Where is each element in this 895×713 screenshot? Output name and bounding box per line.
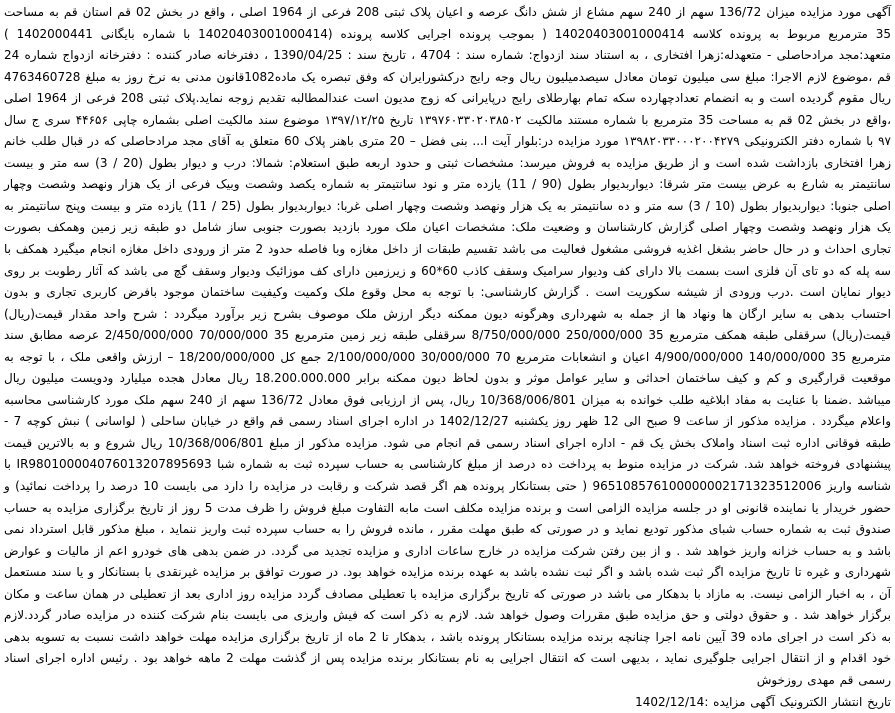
notice-publish-date: تاریخ انتشار الکترونیک آگهی مزایده :1402/12/14 (4, 692, 891, 713)
auction-notice (4, 2, 891, 609)
notice-body: آگهی مورد مزایده میزان 136/72 سهم از 240 سهم مشاع از شش دانگ عرصه و اعیان پلاک ثبتی 208 فرعی از 1964 اصلی ، واقع در بخش 02 قم استان قم به مساحت 35 مترمربع مربوط به پرونده کلاسه 14020403001000414 ( بموجب پرونده اجرایی کلاسه پرونده (14020403001000414 با شماره بایگانی 1402000441 ) متعهد:مجد مرادحاصلی - متعهدله:زهرا افتخاری ، به استناد سند ازدواج: شماره سند : 4704 ، تاریخ سند : 1390/04/25 ، دفترخانه صادر کننده : دفترخانه ازدواج شماره 24 قم ،موضوع لازم الاجرا: مبلغ سی میلیون تومان معادل سیصدمیلیون ریال وجه رایج درکشورایران که وفق تبصره یک ماده1082قانون مدنی به نرخ روز به مبلغ 4763460728 ریال مقوم گردیده است و به انضمام تعدادچهارده سکه تمام بهارطلای رایج درپایرانی که زوج مدیون است عندالمطالبه تقدیم زوجه نماید.پلاک ثبتی 208 فرعی از 1964 اصلی ،واقع در بخش 02 قم به مساحت 35 مترمربع با شماره مستند مالکیت ۱۳۹۷۶۰۳۳۰۲۰۳۸۵۰۲ تاریخ ۱۳۹۷/۱۲/۲۵ موضوع سند مالکیت اصلی بشماره چاپی ۴۴۶۵۶ سری ج سال ۹۷ با شماره دفتر الکترونیکی ۱۳۹۸۲۰۳۳۰۰۰۲۰۰۴۲۷۹ مورد مزایده در:بلوار آیت ا... بنی فضل – 20 متری باهنر پلاک 60 متعلق به آقای مجد مرادحاصلی که در قبال طلب خانم زهرا افتخاری بازداشت شده است و از طریق مزایده به فروش میرسد: مشخصات ثبتی و حدود اربعه طبق استعلام: شمالا: درب و دیوار بطول (20 / 3) سه متر و بیست سانتیمتر به شارع به عرض بیست متر شرقا: دیواربدیوار بطول (90 / 11) یازده متر و نود سانتیمتر به شماره یکصد وشصت وبیک فرعی از یک هزار ونهصد وشصت وچهار اصلی جنوبا: دیواربدیوار بطول (10 / 3) سه متر و ده سانتیمتر به یک هزار ونهصد وشصت وچهار اصلی غربا: دیواربدیوار بطول (25 / 11) یازده متر و بیست وپنج سانتیمتر به یک هزار ونهصد وشصت وچهار اصلی گزارش کارشناسان و وضعیت ملک: مشخصات اعیان ملک مورد بازدید بصورت جنوبی ساز شامل دو طبقه زیر زمین وهمکف بصورت تجاری احداث و در حال حاضر بشغل اغذیه فروشی مشغول فعالیت می باشد تقسیم طبقات از داخل مغازه وبا فاصله حدود 2 متر از ورودی داخل مغازه انجام میگیرد همکف با سه پله که دو تای آن فلزی است بسمت بالا دارای کف ودیوار سرامیک وسقف کاذب 60*60 و زیرزمین دارای کف موزائیک ودیوار وسقف گچ می باشد که آثار رطوبت بر روی دیوار نمایان است .درب ورودی از شیشه سکوریت است . گزارش کارشناسی: با توجه به محل وقوع ملک وکمیت وکیفیت ساختمان موجود بافرض کاربری تجاری و بدون احتساب بدهی به سایر ارگان ها ونهاد ها از جمله به شهرداری وهرگونه دیون ممکنه دیگر ارزش ملک موصوف بشرح زیر برآورد میگردد : شرح واحد مقدار قیمت(ریال) قیمت(ریال) سرقفلی طبقه همکف مترمربع 35 250/000/000 8/750/000/000 سرقفلی طبقه زیر زمین مترمربع 35 70/000/000 2/450/000/000 عرصه مطابق سند مترمربع 35 140/000/000 4/900/000/000 اعیان و انشعابات مترمربع 70 30/000/000 2/100/000/000 جمع کل 18/200/000/000 – ارزش واقعی ملک ، با توجه به موقعیت قرارگیری و کم و کیف ساختمان احداثی و سایر عوامل موثر و بدون لحاظ دیون ممکنه برابر 18.200.000.000 ریال معادل هجده میلیارد ودویست میلیون ریال میباشد .ضمنا با عنایت به مفاد ابلاغیه طلب خوانده به میزان 10/368/006/801 ریال، پس از ارزیابی فوق معادل 136/72 سهم از 240 سهم ملک مورد کارشناسی محاسبه واعلام میگردد . مزایده مذکور از ساعت 9 صبح الی 12 ظهر روز یکشنبه 1402/12/27 در اداره اجرای اسناد رسمی قم واقع در خیابان ساحلی ( لواسانی ) نبش کوچه 7 - طبقه فوقانی اداره ثبت اسناد واملاک بخش یک قم - اداره اجرای اسناد رسمی قم انجام می شود. مزایده مذکور از مبلغ 10/368/006/801 ریال شروع و به بالاترین قیمت پیشنهادی فروخته خواهد شد. شرکت در مزایده منوط به پرداخت ده درصد از مبلغ کارشناسی به حساب سپرده ثبت به شماره شبا IR980100004076013207895693 با شناسه واریز 965108576100000002171323512006 ( حتی بستانکار پرونده هم اگر قصد شرکت و رقابت در مزایده را دارد می بایست 10 درصد را پرداخت نمائید) و حضور خریدار یا نماینده قانونی او در جلسه مزایده الزامی است و برنده مزایده مکلف است مابه التفاوت مبلغ فروش را ظرف مدت 5 روز از تاریخ برگزاری مزایده به حساب صندوق ثبت به شماره حساب شبای مذکور تودیع نماید و در صورتی که طبق مهلت مقرر ، مانده فروش را به حساب سپرده ثبت واریز ننماید ، مبلغ مذکور قابل استرداد نمی باشد و به حساب خزانه واریز خواهد شد . و از بین رفتن شرکت مزایده در خارج ساعات اداری و مزایده تجدید می گردد. در ضمن بدهی های خودرو اعم از مالیات و عوارض شهرداری و غیره تا تاریخ مزایده اگر ثبت شده باشد و اگر ثبت نشده باشد به عهده برنده مزایده خواهد بود. در صورت توافق بر مزایده غیرنقدی با بستانکار و یا سند مستعمل آن ، به اخبار الزامی نیست. به مازاد با بدهکار می باشد در صورتی که تاریخ برگزاری مزایده با تعطیلی مصادف گردد مزایده روز اداری بعد از تعطیلی در همان ساعت و مکان برگزار خواهد شد . و حقوق دولتی و حق مزایده طبق مقررات وصول خواهد شد. لازم به ذکر است که فیش واریزی می بایست بنام شرکت کننده در مزایده صادر گردد.لازم به ذکر است در اجرای ماده 39 آیین نامه اجرا چنانچه برنده مزایده بستانکار پرونده باشد ، بدهکار تا 2 ماه از تاریخ برگزاری مزایده مهلت خواهد داشت نسبت به تسویه بدهی خود اقدام و از انتقال اجرایی جلوگیری نماید ، بدیهی است که انتقال اجرایی به نام بستانکار برنده مزایده پس از گذشت مهلت 2 ماهه خواهد بود . رئیس اداره اجرای اسناد رسمی قم مهدی روزخوش (4, 2, 891, 692)
